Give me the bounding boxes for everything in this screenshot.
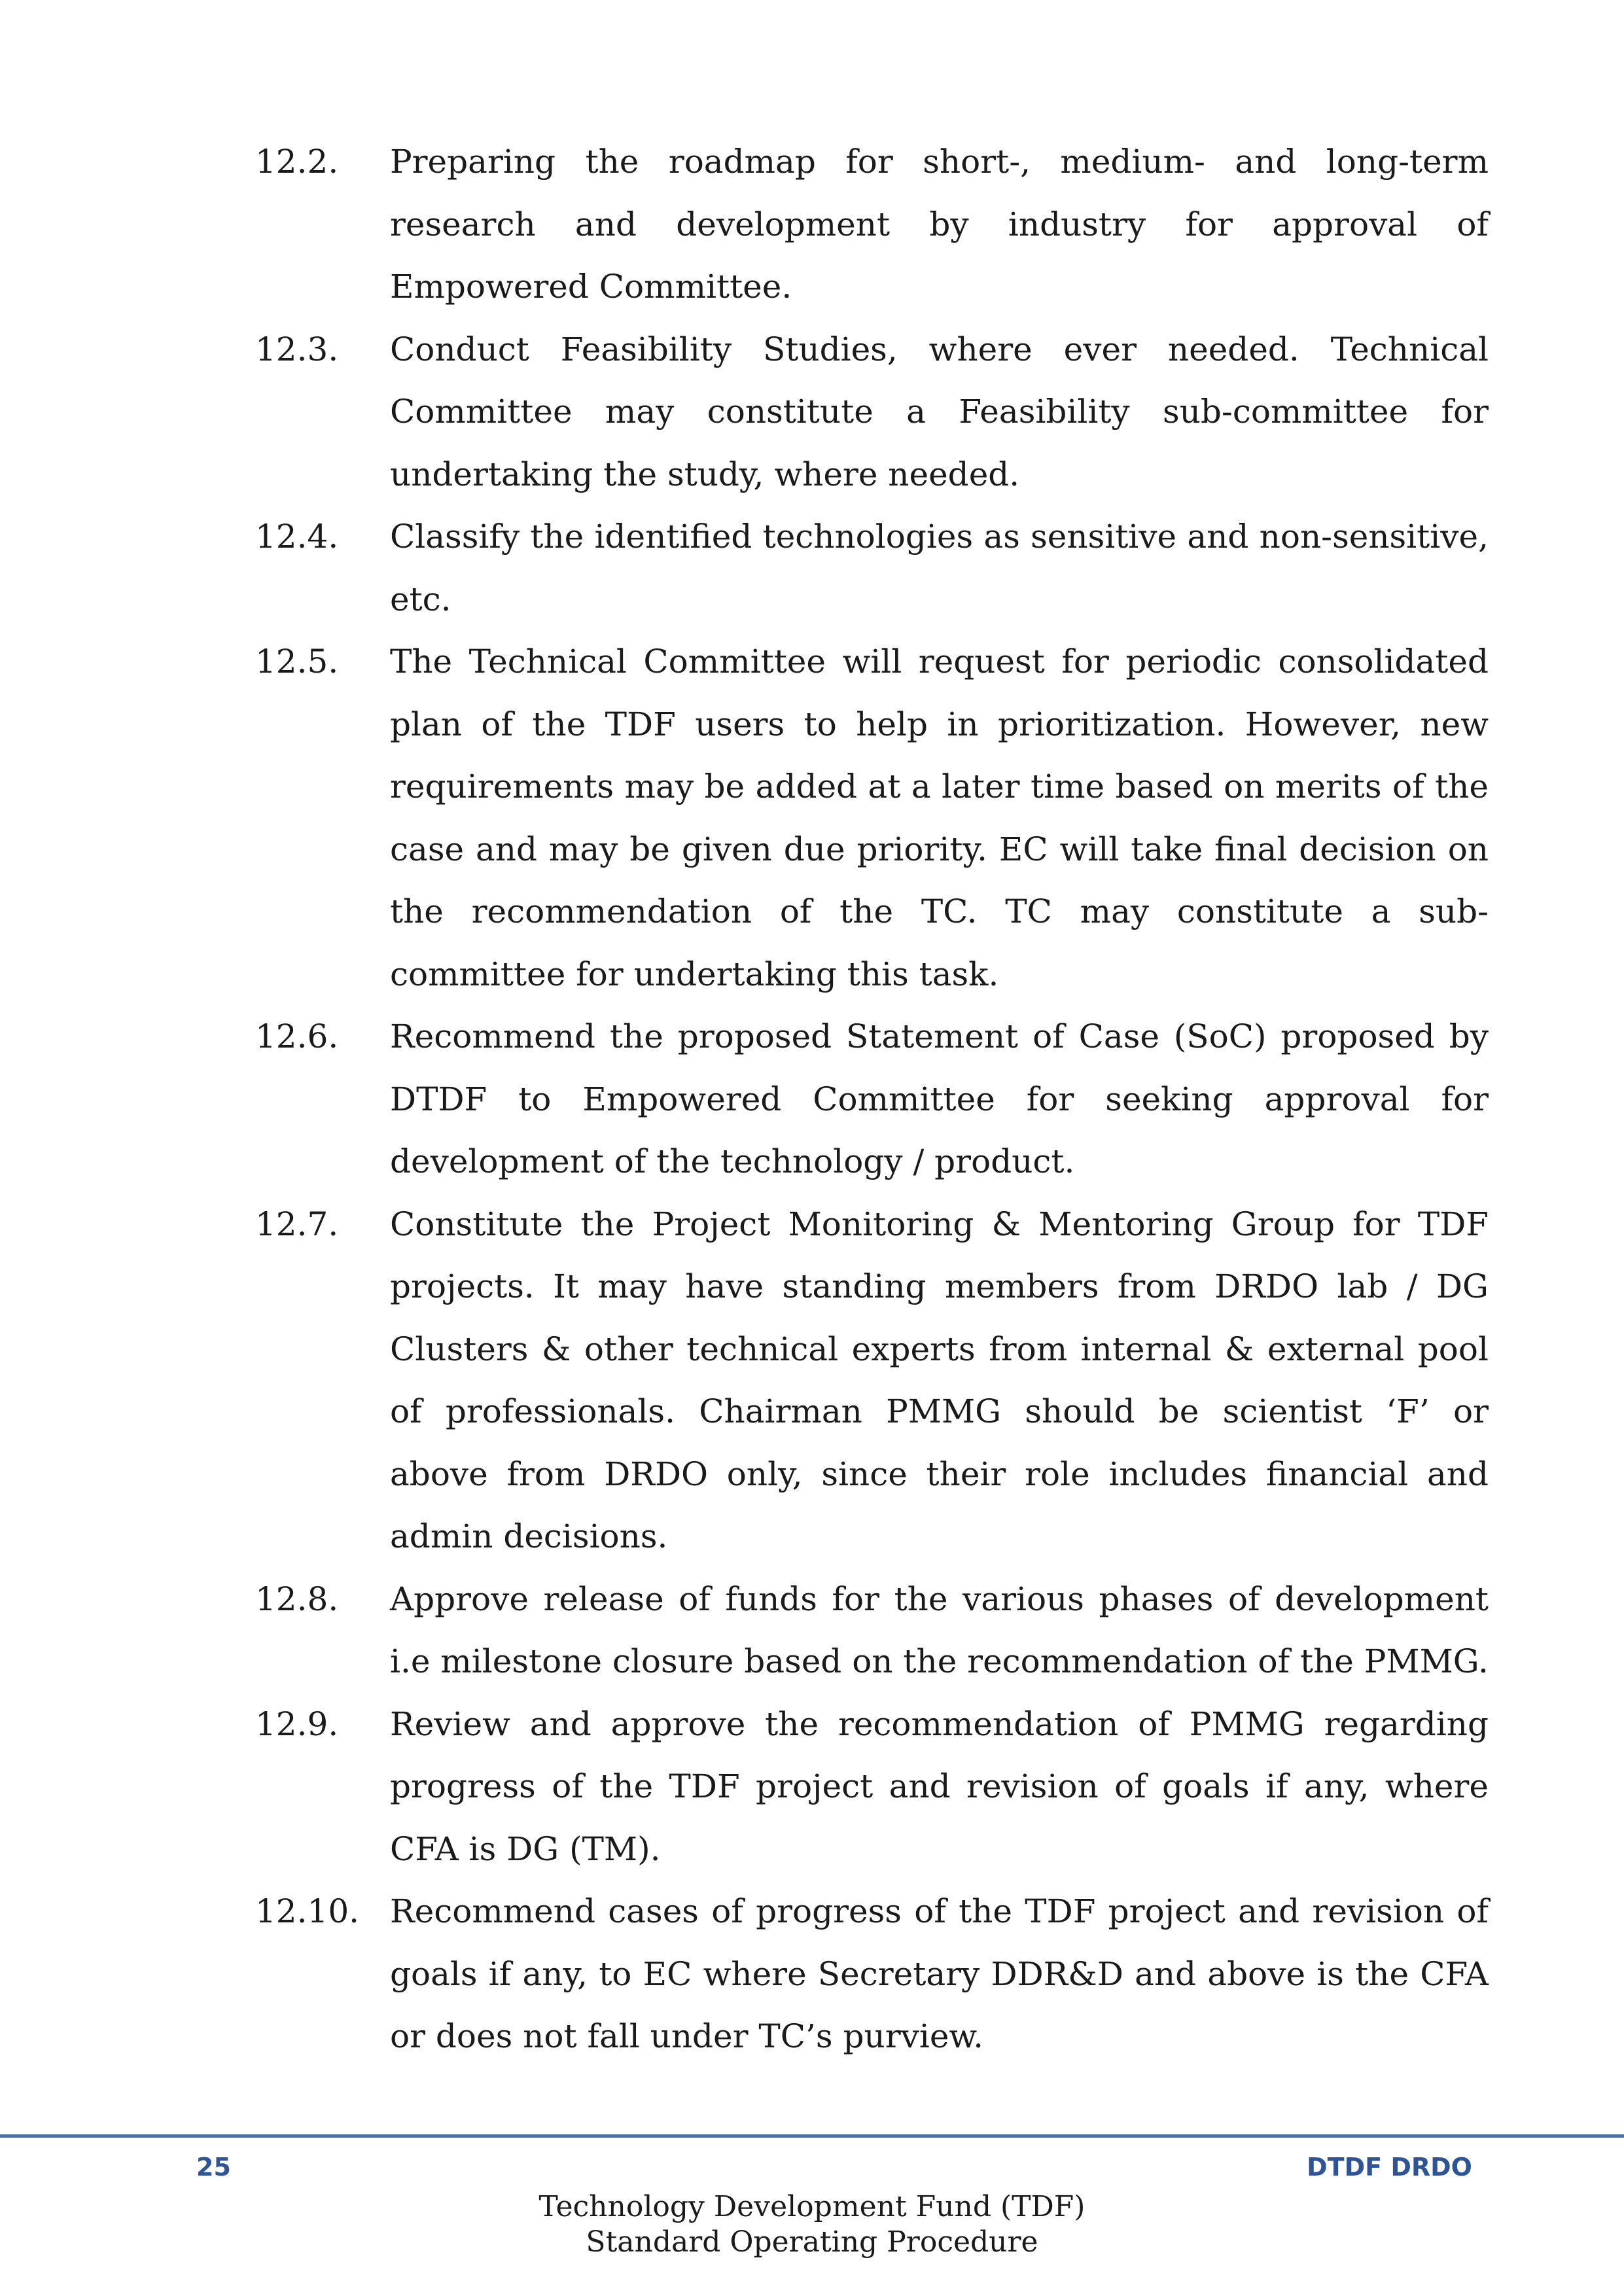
list-item [255, 1881, 1489, 2068]
item-text: The Technical Committee will request for periodic consolidated plan of the TDF users to help in prioritization. However, new requirements may be added at a later time based on merits of the case and may be given due priority. EC will take final decision on the recommendation of the TC. TC may constitute a sub-committee for undertaking this task. [390, 643, 1489, 993]
item-number: 12.10. [255, 1892, 360, 1930]
document-title-line-2: Standard Operating Procedure [586, 2225, 1038, 2259]
list-item [255, 631, 1489, 1006]
list-item [255, 506, 1489, 631]
list-item [255, 1193, 1489, 1568]
footer-divider [0, 2134, 1624, 2138]
item-number: 12.9. [255, 1704, 339, 1743]
list-item [255, 319, 1489, 506]
sop-item-list [255, 131, 1489, 2068]
item-text: Preparing the roadmap for short-, medium- and long-term research and development by industry for approval of Empowered Committee. [390, 143, 1489, 306]
list-item [255, 1006, 1489, 1193]
organization-label: DTDF DRDO [1307, 2153, 1472, 2181]
item-number: 12.8. [255, 1580, 339, 1618]
item-text: Approve release of funds for the various phases of development i.e milestone closure based on the recommendation of the PMMG. [390, 1580, 1489, 1680]
list-item [255, 1693, 1489, 1881]
item-text: Conduct Feasibility Studies, where ever needed. Technical Committee may constitute a Feasibility sub-committee for undertaking the study, where needed. [390, 330, 1489, 493]
item-number: 12.4. [255, 518, 339, 556]
item-number: 12.6. [255, 1017, 339, 1055]
item-number: 12.5. [255, 643, 339, 680]
item-text: Review and approve the recommendation of PMMG regarding progress of the TDF project and revision of goals if any, where CFA is DG (TM). [390, 1704, 1489, 1868]
page-number: 25 [196, 2153, 231, 2181]
item-number: 12.3. [255, 330, 339, 368]
item-text: Recommend cases of progress of the TDF project and revision of goals if any, to EC where Secretary DDR&D and above is the CFA or does not fall under TC’s purview. [390, 1892, 1489, 2055]
list-item [255, 131, 1489, 319]
list-item [255, 1568, 1489, 1693]
document-title-line-1: Technology Development Fund (TDF) [538, 2190, 1086, 2223]
item-text: Classify the identified technologies as sensitive and non-sensitive, etc. [390, 518, 1489, 618]
item-text: Constitute the Project Monitoring & Mentoring Group for TDF projects. It may have standing members from DRDO lab / DG Clusters & other technical experts from internal & external pool of professionals. Chairman PMMG should be scientist ‘F’ or above from DRDO only, since their role includes financial and admin decisions. [390, 1205, 1489, 1555]
item-number: 12.2. [255, 143, 339, 181]
item-number: 12.7. [255, 1205, 339, 1243]
document-title [0, 2189, 1624, 2260]
item-text: Recommend the proposed Statement of Case (SoC) proposed by DTDF to Empowered Committee for seeking approval for development of the technology / product. [390, 1017, 1489, 1180]
